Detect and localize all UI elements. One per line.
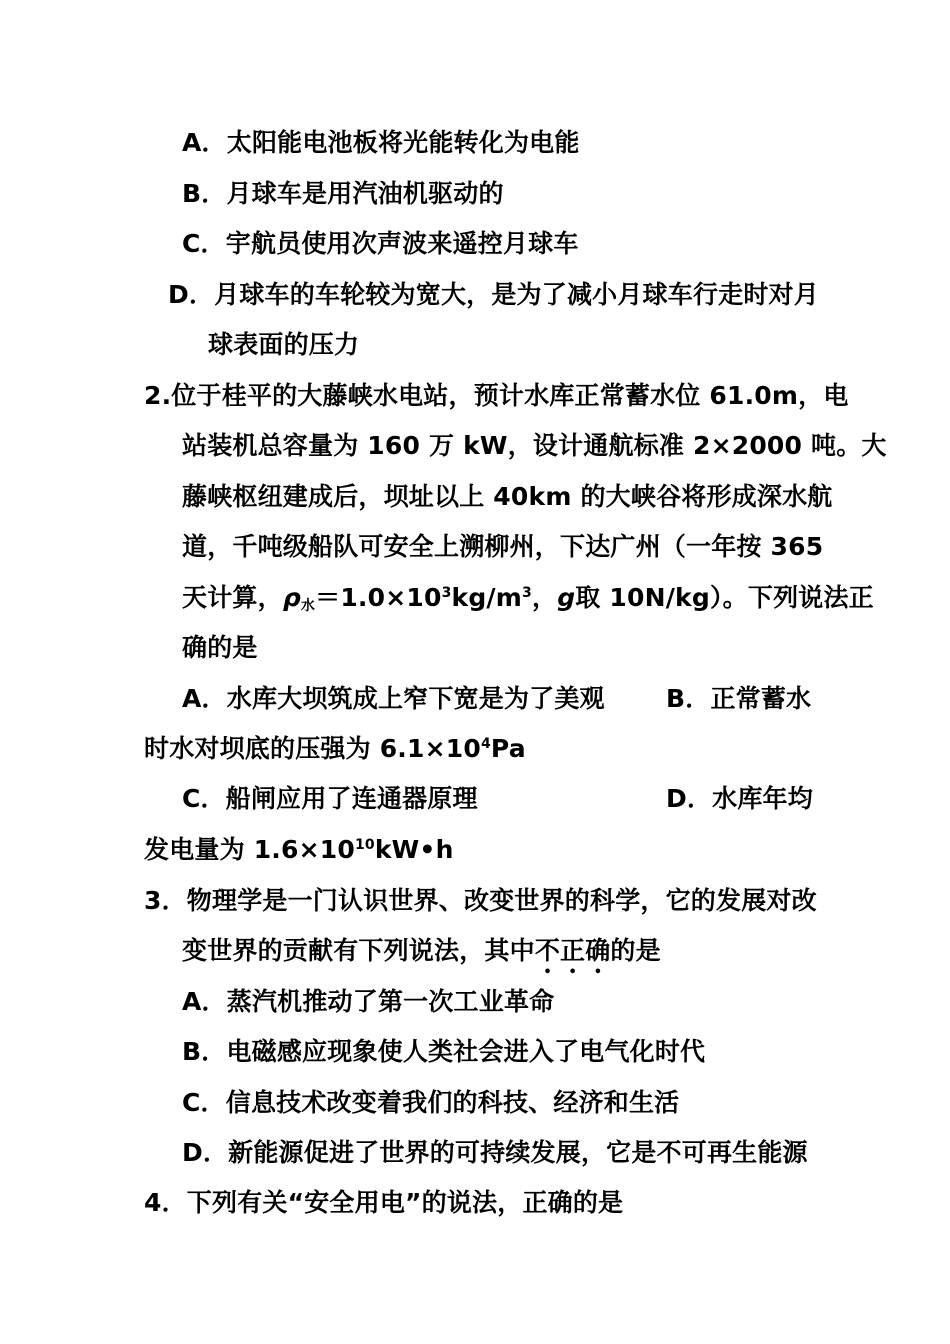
q2-rho-symbol: ρ [282, 583, 301, 612]
q2-line5-text-b: ＝1.0×10 [315, 583, 442, 612]
q2-rho-subscript: 水 [300, 598, 316, 614]
q1-option-b: B．月球车是用汽油机驱动的 [182, 179, 504, 208]
q2-d2-text-b: kW•h [374, 835, 454, 864]
q2-option-b-continued [144, 732, 526, 766]
q2-stem-line6: 确的是 [182, 633, 258, 662]
q3-option-a: A．蒸汽机推动了第一次工业革命 [182, 987, 555, 1016]
q2-line5-text-c: kg/m [451, 583, 523, 612]
q2-option-d-continued [144, 833, 454, 867]
q3-option-c: C．信息技术改变着我们的科技、经济和生活 [182, 1088, 680, 1117]
q2-b2-text-b: Pa [490, 734, 526, 763]
q2-exponent-1: 3 [441, 585, 452, 601]
q2-b2-exponent: 4 [480, 736, 491, 752]
q2-b2-text-a: 时水对坝底的压强为 6.1×10 [144, 734, 481, 763]
q2-line5-text-a: 天计算， [182, 583, 283, 612]
q4-stem-line1: 4．下列有关“安全用电”的说法，正确的是 [144, 1188, 624, 1217]
q2-stem-line2: 站装机总容量为 160 万 kW，设计通航标准 2×2000 吨。大 [182, 431, 887, 460]
q2-option-d: D．水库年均 [666, 784, 813, 813]
q2-exponent-2: 3 [522, 585, 532, 601]
q2-option-b: B．正常蓄水 [666, 684, 812, 713]
q1-option-a: A．太阳能电池板将光能转化为电能 [182, 128, 580, 157]
q2-d2-text-a: 发电量为 1.6×10 [144, 835, 355, 864]
q2-option-a: A．水库大坝筑成上窄下宽是为了美观 [182, 684, 605, 713]
q3-option-d: D．新能源促进了世界的可持续发展，它是不可再生能源 [182, 1138, 808, 1167]
q1-option-d-line2: 球表面的压力 [208, 330, 360, 359]
q3-line2-text-b: 的是 [610, 936, 661, 965]
q3-emphasis-text: 不正确 [534, 936, 611, 965]
q2-line5-text-e: 取 10N/kg）。下列说法正 [575, 583, 874, 612]
q3-stem-line1: 3．物理学是一门认识世界、改变世界的科学，它的发展对改 [144, 886, 817, 915]
q1-option-d-line1: D．月球车的车轮较为宽大，是为了减小月球车行走时对月 [168, 280, 819, 309]
q2-stem-line4: 道，千吨级船队可安全上溯柳州，下达广州（一年按 365 [182, 532, 824, 561]
q3-option-b: B．电磁感应现象使人类社会进入了电气化时代 [182, 1037, 706, 1066]
q2-d2-exponent: 10 [354, 837, 375, 853]
q3-stem-line2 [182, 934, 661, 980]
q2-g-symbol: g [557, 583, 576, 612]
q2-line5-text-d: ， [531, 583, 558, 612]
q3-line2-text-a: 变世界的贡献有下列说法，其中 [182, 936, 535, 965]
q2-stem-line3: 藤峡枢纽建成后，坝址以上 40km 的大峡谷将形成深水航 [182, 482, 833, 511]
q2-option-c: C．船闸应用了连通器原理 [182, 784, 478, 813]
q2-stem-line5 [182, 581, 874, 615]
q2-stem-line1: 2.位于桂平的大藤峡水电站，预计水库正常蓄水位 61.0m，电 [144, 381, 849, 410]
q1-option-c: C．宇航员使用次声波来遥控月球车 [182, 229, 579, 258]
